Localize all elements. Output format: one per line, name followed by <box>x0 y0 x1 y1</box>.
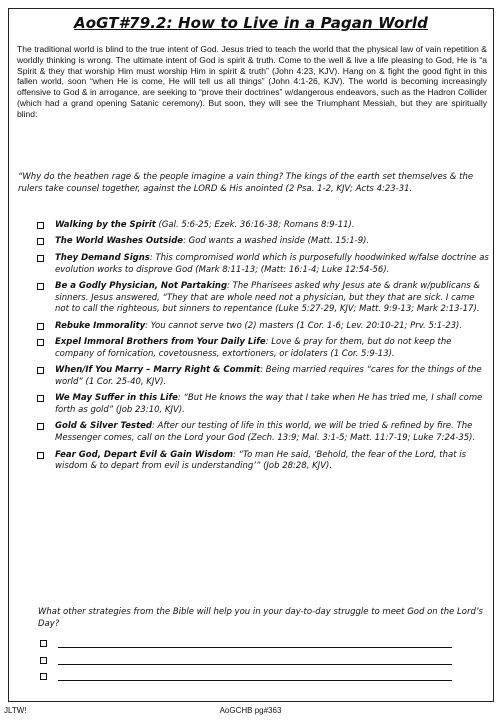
item-heading: When/If You Marry – Marry Right & Commit <box>55 365 261 376</box>
checkbox[interactable] <box>37 423 44 430</box>
item-text: : You cannot serve two (2) masters (1 Cor. 1-6; Lev. 20:10-21; Prv. 5:1-23). <box>145 320 463 331</box>
item-heading: Expel Immoral Brothers from Your Daily Life <box>55 337 266 348</box>
item-text: : God wants a washed inside (Matt. 15:1-9). <box>183 236 370 247</box>
item-text: : This compromised world which is purposefully hoodwinked w/false doctrine as evolution works to disprove God (Mark 8:11-13; (Matt: 16:1-4; Luke 12:54-56). <box>55 252 489 275</box>
checkbox[interactable] <box>40 673 47 680</box>
scripture-quote: “Why do the heathen rage & the people imagine a vain thing? The kings of the earth set themselves & the rulers take counsel together, against the LORD & His anointed (2 Psa. 1-2, KJV; Acts 4:23-31. <box>18 172 474 195</box>
answer-row <box>40 655 452 667</box>
item-text: (Gal. 5:6-25; Ezek. 36:16-38; Romans 8:9-11). <box>155 220 355 230</box>
list-item <box>37 393 489 416</box>
item-heading: They Demand Signs <box>55 252 150 263</box>
checkbox[interactable] <box>37 238 44 245</box>
list-item <box>37 281 489 316</box>
answer-line[interactable] <box>58 680 452 681</box>
item-heading: The World Washes Outside <box>55 236 184 247</box>
checkbox[interactable] <box>37 323 44 330</box>
answer-line[interactable] <box>58 647 452 648</box>
checkbox[interactable] <box>37 255 44 262</box>
answer-row <box>40 638 452 650</box>
item-heading: Be a Godly Physician, Not Partaking <box>55 281 228 292</box>
item-text: : Love & pray for them, but do not keep the company of fornication, covetousness, extortioners, or idolaters (1 Cor. 5:9-13). <box>55 337 452 359</box>
checkbox[interactable] <box>37 222 44 229</box>
checkbox[interactable] <box>40 640 47 647</box>
footer-page-number: AoGCHB pg#363 <box>219 706 282 715</box>
item-heading: Walking by the Spirit <box>55 220 156 230</box>
item-heading: Gold & Silver Tested <box>55 421 152 432</box>
list-item <box>37 450 489 473</box>
footer-left: JLTW! <box>4 706 27 715</box>
item-heading: Rebuke Immorality <box>55 320 146 331</box>
item-text: : Being married requires “cares for the things of the world” (1 Cor. 25-40, KJV). <box>55 365 482 387</box>
checkbox[interactable] <box>37 395 44 402</box>
item-heading: Fear God, Depart Evil & Gain Wisdom <box>55 449 234 460</box>
intro-paragraph: The traditional world is blind to the true intent of God. Jesus tried to teach the world that the physical law of vain repetition & worldly thinking is wrong. The ultimate intent of God is spirit & truth. Come to the well & live a life pleasing to God, He is “a Spirit & they that worship Him must worship Him in spirit & truth” (John 4:23, KJV). Hang on & fight the good fight in this fallen world, soon “when He is come, He will tell us all things” (John 4:1-26, KJV). The world is becoming increasingly offensive to God & in arrogance, are seeking to “prove their doctrines” w/dangerous endeavors, such as the Hadron Collider (which had a grand opening Satanic ceremony). But soon, they will see the Triumphant Messiah, but they are spiritually blind: <box>17 44 487 119</box>
list-item <box>37 321 489 333</box>
list-item <box>37 220 489 232</box>
list-item <box>37 253 489 276</box>
list-item <box>37 365 489 388</box>
page-title: AoGT#79.2: How to Live in a Pagan World <box>74 14 428 32</box>
list-item <box>37 236 489 248</box>
answer-row <box>40 671 452 683</box>
list-item <box>37 337 489 360</box>
answer-line[interactable] <box>58 664 452 665</box>
checkbox[interactable] <box>37 452 44 459</box>
list-item <box>37 421 489 444</box>
strategy-list <box>37 220 489 478</box>
item-text: : “To man He said, ‘Behold, the fear of the Lord, that is wisdom & to depart from evil is understanding’” (Job 28:28, KJV). <box>55 449 467 472</box>
checkbox[interactable] <box>37 283 44 290</box>
checkbox[interactable] <box>37 367 44 374</box>
item-text: : “But He knows the way that I take when He has tried me, I shall come forth as gold” (Job 23:10, KJV). <box>55 393 483 415</box>
checkbox[interactable] <box>40 657 47 664</box>
reflection-question: What other strategies from the Bible will help you in your day-to-day struggle to meet God on the Lord’s Day? <box>38 607 483 629</box>
item-text: : After our testing of life in this world, we will be tried & refined by fire. The Messenger comes, call on the Lord your God (Zech. 13:9; Mal. 3:1-5; Matt. 11:7-19; Luke 7:24-35). <box>55 421 476 444</box>
item-heading: We May Suffer in this Life <box>55 393 178 404</box>
item-text: : The Pharisees asked why Jesus ate & drank w/publicans & sinners. Jesus answered, “They that are whole need not a physician, but they that are sick. I came not to call the righteous, but sinners to repentance (Luke 5:27-29, KJV; Matt. 9:9-13; Mark 2:13-17). <box>55 281 481 315</box>
checkbox[interactable] <box>37 339 44 346</box>
